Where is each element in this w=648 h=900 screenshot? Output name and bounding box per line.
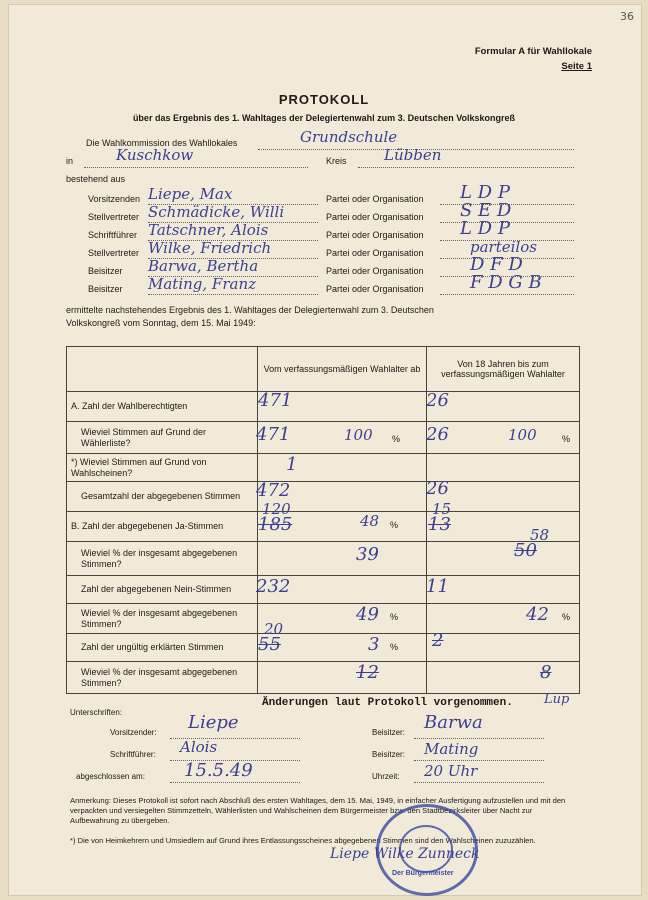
val-ung-v1-new: 20 bbox=[264, 620, 284, 638]
typed-note-initial: Lup bbox=[544, 692, 570, 707]
member-party: D F D bbox=[470, 254, 523, 275]
percent-sign: % bbox=[562, 612, 571, 622]
beisitzer1-label: Beisitzer: bbox=[372, 728, 405, 737]
val-ung-p1: 3 bbox=[368, 634, 380, 655]
val-bpct-v2-new: 58 bbox=[530, 526, 550, 544]
composed-label: bestehend aus bbox=[66, 174, 126, 184]
val-aschein-v1: 1 bbox=[286, 454, 298, 475]
member-party: S E D bbox=[460, 200, 512, 221]
val-nein-v1: 232 bbox=[256, 576, 291, 597]
val-neinpct-v2: 42 bbox=[526, 604, 549, 625]
place-value: Kuschkow bbox=[116, 146, 194, 164]
row-a-list-label: Wieviel Stimmen auf Grund der Wählerliste? bbox=[67, 422, 258, 454]
row-a-schein-label: *) Wieviel Stimmen auf Grund von Wahlscheinen? bbox=[67, 454, 258, 482]
footnote-text: *) Die von Heimkehrern und Umsiedlern auf Grund ihres Entlassungsscheines abgegebenen Stimmen sind den Wahlscheinen zuzuzählen. bbox=[70, 836, 536, 845]
val-alist-v2: 26 bbox=[426, 424, 449, 445]
member-role: Vorsitzenden bbox=[88, 194, 141, 204]
member-party: parteilos bbox=[470, 238, 537, 256]
party-label: Partei oder Organisation bbox=[326, 212, 424, 222]
closed-value: 15.5.49 bbox=[184, 760, 253, 781]
kreis-label: Kreis bbox=[326, 156, 347, 166]
member-name: Barwa, Bertha bbox=[148, 257, 259, 275]
val-b-p1: 48 bbox=[360, 512, 380, 530]
beisitzer2-signature: Mating bbox=[424, 740, 479, 758]
row-ung-label: Zahl der ungültig erklärten Stimmen bbox=[67, 634, 258, 662]
member-name: Wilke, Friedrich bbox=[148, 239, 272, 257]
val-b-v2-new: 15 bbox=[432, 500, 452, 518]
commission-label: Die Wahlkommission des Wahllokales bbox=[86, 138, 238, 148]
commission-value: Grundschule bbox=[300, 128, 398, 146]
percent-sign: % bbox=[390, 520, 399, 530]
member-role: Stellvertreter bbox=[88, 248, 140, 258]
beisitzer1-signature: Barwa bbox=[424, 712, 483, 733]
schrift-label: Schriftführer: bbox=[110, 750, 156, 759]
kreis-value: Lübben bbox=[384, 146, 442, 164]
intro-text-2: Volkskongreß vom Sonntag, dem 15. Mai 1949: bbox=[66, 318, 256, 328]
member-role: Stellvertreter bbox=[88, 212, 140, 222]
row-nein-label: Zahl der abgegebenen Nein-Stimmen bbox=[67, 576, 258, 604]
uhrzeit-label: Uhrzeit: bbox=[372, 772, 400, 781]
results-table bbox=[66, 346, 580, 694]
member-role: Schriftführer bbox=[88, 230, 138, 240]
schrift-signature: Alois bbox=[180, 738, 218, 756]
val-ungpct-v1: 12 bbox=[356, 662, 379, 683]
uhrzeit-value: 20 Uhr bbox=[424, 762, 478, 780]
member-party: L D P bbox=[460, 218, 510, 239]
col2-header: Von 18 Jahren bis zum verfassungsmäßigen Wahlalter bbox=[427, 347, 580, 392]
val-neinpct-v1: 49 bbox=[356, 604, 379, 625]
page-number: 36 bbox=[620, 10, 634, 23]
val-a-v1: 471 bbox=[258, 390, 293, 411]
member-name: Tatschner, Alois bbox=[148, 221, 269, 239]
row-b-pct-label: Wieviel % der insgesamt abgegebenen Stimmen? bbox=[67, 542, 258, 576]
document-subtitle: über das Ergebnis des 1. Wahltages der Delegiertenwahl zum 3. Deutschen Volkskongreß bbox=[132, 113, 516, 123]
form-name: Formular A für Wahllokale bbox=[474, 46, 592, 57]
val-ung-v1-old: 55 bbox=[258, 634, 281, 655]
member-party: F D G B bbox=[470, 272, 542, 293]
stamp-text: Der Bürgermeister bbox=[392, 870, 454, 877]
party-label: Partei oder Organisation bbox=[326, 230, 424, 240]
val-b-v1-new: 120 bbox=[262, 500, 291, 518]
party-label: Partei oder Organisation bbox=[326, 248, 424, 258]
vorsitzender-label: Vorsitzender: bbox=[110, 728, 157, 737]
kreis-line bbox=[358, 167, 574, 168]
val-atotal-v1: 472 bbox=[256, 480, 291, 501]
val-bpct-v1: 39 bbox=[356, 544, 379, 565]
row-a-label: A. Zahl der Wahlberechtigten bbox=[67, 392, 258, 422]
in-label: in bbox=[66, 156, 74, 166]
val-b-v2-old: 13 bbox=[428, 514, 451, 535]
val-nein-v2: 11 bbox=[426, 576, 449, 597]
document-title: PROTOKOLL bbox=[278, 92, 370, 107]
val-bpct-v2-old: 50 bbox=[514, 540, 537, 561]
percent-sign: % bbox=[562, 434, 571, 444]
place-line bbox=[84, 167, 308, 168]
member-name: Schmädicke, Willi bbox=[148, 203, 285, 221]
val-atotal-v2: 26 bbox=[426, 478, 449, 499]
beisitzer2-label: Beisitzer: bbox=[372, 750, 405, 759]
signatures-heading: Unterschriften: bbox=[70, 708, 123, 717]
val-alist-v1: 471 bbox=[256, 424, 291, 445]
intro-text-1: ermittelte nachstehendes Ergebnis des 1. Wahltages der Delegiertenwahl zum 3. Deutschen bbox=[66, 305, 434, 315]
row-a-total-label: Gesamtzahl der abgegebenen Stimmen bbox=[67, 482, 258, 512]
val-ung-v2: 2 bbox=[432, 630, 444, 651]
percent-sign: % bbox=[392, 434, 401, 444]
member-name: Liepe, Max bbox=[148, 185, 233, 203]
percent-sign: % bbox=[390, 612, 399, 622]
remark-text: Anmerkung: Dieses Protokoll ist sofort nach Abschluß des ersten Wahltages, dem 15. Mai, 1949, in einfacher Ausfertigung aufzustellen und mit den verpackten und versiegelten Stimmzetteln, Wählerlisten und Wahlscheinen dem Bürgermeister bzw. den Stadtbezirksleiter über Nacht zur Aufbewahrung zu übergeben. bbox=[70, 796, 566, 825]
form-page: Seite 1 bbox=[561, 61, 592, 72]
member-role: Beisitzer bbox=[88, 266, 123, 276]
val-ungpct-v2: 8 bbox=[540, 662, 552, 683]
row-b-label: B. Zahl der abgegebenen Ja-Stimmen bbox=[67, 512, 258, 542]
val-alist-p2: 100 bbox=[508, 426, 537, 444]
member-role: Beisitzer bbox=[88, 284, 123, 294]
percent-sign: % bbox=[390, 642, 399, 652]
col1-header: Vom verfassungsmäßigen Wahlalter ab bbox=[258, 347, 427, 392]
member-name: Mating, Franz bbox=[148, 275, 257, 293]
form-identifier bbox=[475, 44, 592, 74]
party-label: Partei oder Organisation bbox=[326, 284, 424, 294]
row-nein-pct-label: Wieviel % der insgesamt abgegebenen Stimmen? bbox=[67, 604, 258, 634]
party-label: Partei oder Organisation bbox=[326, 194, 424, 204]
vorsitzender-signature: Liepe bbox=[188, 712, 239, 733]
member-party: L D P bbox=[460, 182, 510, 203]
val-b-v1-old: 185 bbox=[258, 514, 293, 535]
bottom-signatures: Liepe Wilke Zunneck bbox=[330, 846, 480, 862]
typed-note: Änderungen laut Protokoll vorgenommen. bbox=[262, 697, 513, 709]
party-label: Partei oder Organisation bbox=[326, 266, 424, 276]
val-alist-p1: 100 bbox=[344, 426, 373, 444]
closed-label: abgeschlossen am: bbox=[76, 772, 145, 781]
val-a-v2: 26 bbox=[426, 390, 449, 411]
row-ung-pct-label: Wieviel % der insgesamt abgegebenen Stimmen? bbox=[67, 662, 258, 694]
